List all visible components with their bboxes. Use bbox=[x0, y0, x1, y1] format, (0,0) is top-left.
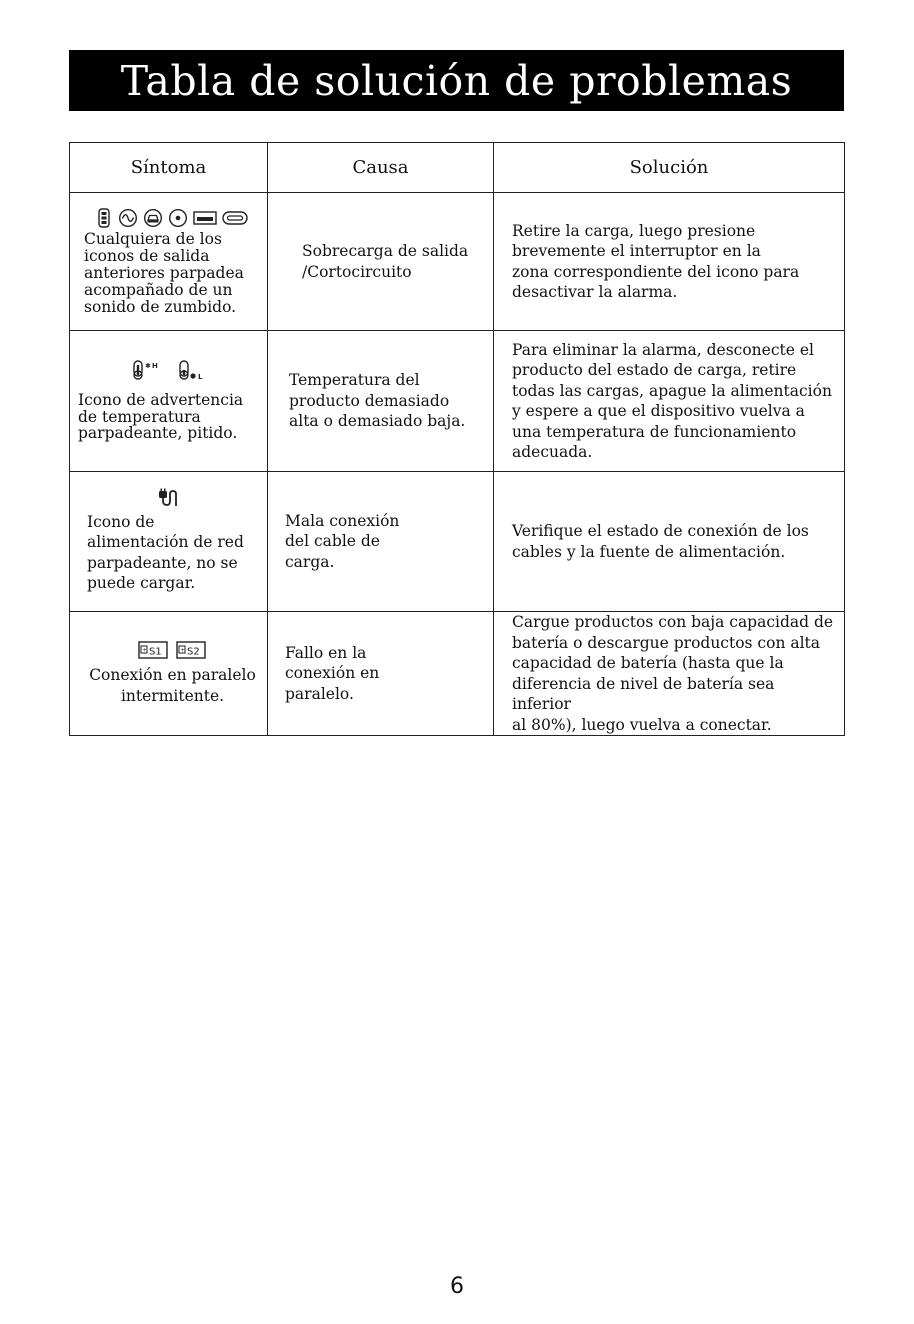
usb-port-icon bbox=[193, 210, 217, 226]
parallel-s1-icon bbox=[138, 641, 168, 659]
table-row bbox=[70, 612, 845, 736]
header-solution: Solución bbox=[494, 143, 845, 193]
symptom-text: Conexión en paralelo intermitente. bbox=[89, 666, 256, 705]
svg-text:S1: S1 bbox=[149, 646, 162, 658]
solution-cell: Retire la carga, luego presione brevemente el interruptor en la zona correspondiente del icono para desactivar la alarma. bbox=[494, 193, 845, 331]
table-header-row bbox=[70, 143, 845, 193]
page-title-banner bbox=[69, 50, 844, 111]
svg-text:+: + bbox=[180, 647, 185, 654]
cause-cell: Fallo en la conexión en paralelo. bbox=[268, 612, 494, 736]
table-row bbox=[70, 331, 845, 472]
thermometer-low-icon bbox=[178, 360, 208, 380]
output-icons bbox=[84, 208, 259, 228]
ac-wave-icon bbox=[118, 208, 138, 228]
symptom-cell bbox=[70, 472, 268, 612]
symptom-text: Cualquiera de los iconos de salida anteriores parpadea acompañado de un sonido de zumbido. bbox=[84, 229, 244, 316]
solution-cell: Cargue productos con baja capacidad de batería o descargue productos con alta capacidad de batería (hasta que la diferencia de nivel de batería sea inferior al 80%), luego vuelva a conectar. bbox=[494, 612, 845, 736]
page-number: 6 bbox=[450, 1274, 464, 1299]
dc-circle-icon bbox=[168, 208, 188, 228]
cause-cell: Sobrecarga de salida /Cortocircuito bbox=[268, 193, 494, 331]
usb-c-port-icon bbox=[222, 210, 248, 226]
table-row bbox=[70, 193, 845, 331]
thermometer-high-icon bbox=[132, 360, 164, 380]
solution-cell: Para eliminar la alarma, desconecte el producto del estado de carga, retire todas las cargas, apague la alimentación y espere a que el dispositivo vuelva a una temperatura de funcionamiento adecuada. bbox=[494, 331, 845, 472]
svg-text:H: H bbox=[151, 362, 158, 371]
header-symptom: Síntoma bbox=[70, 143, 268, 193]
table-row bbox=[70, 472, 845, 612]
mains-icon-wrap bbox=[87, 488, 259, 508]
svg-text:L: L bbox=[197, 373, 202, 381]
cause-cell: Mala conexión del cable de carga. bbox=[268, 472, 494, 612]
svg-text:S2: S2 bbox=[187, 646, 200, 658]
symptom-text: Icono de advertencia de temperatura parpadeante, pitido. bbox=[78, 391, 244, 443]
temperature-icons bbox=[78, 360, 261, 380]
svg-text:+: + bbox=[142, 647, 147, 654]
symptom-cell bbox=[70, 612, 268, 736]
symptom-cell bbox=[70, 331, 268, 472]
parallel-s2-icon bbox=[176, 641, 206, 659]
parallel-icons bbox=[98, 641, 261, 659]
mains-plug-icon bbox=[157, 488, 179, 508]
symptom-cell bbox=[70, 193, 268, 331]
symptom-text: Icono de alimentación de red parpadeante, no se puede cargar. bbox=[87, 512, 244, 592]
page-title: Tabla de solución de problemas bbox=[120, 56, 793, 105]
troubleshooting-table bbox=[69, 142, 845, 736]
car-socket-icon bbox=[143, 208, 163, 228]
cause-cell: Temperatura del producto demasiado alta o demasiado baja. bbox=[268, 331, 494, 472]
svg-text:✱: ✱ bbox=[144, 362, 151, 371]
solution-cell: Verifique el estado de conexión de los cables y la fuente de alimentación. bbox=[494, 472, 845, 612]
battery-icon bbox=[95, 208, 113, 228]
header-cause: Causa bbox=[268, 143, 494, 193]
